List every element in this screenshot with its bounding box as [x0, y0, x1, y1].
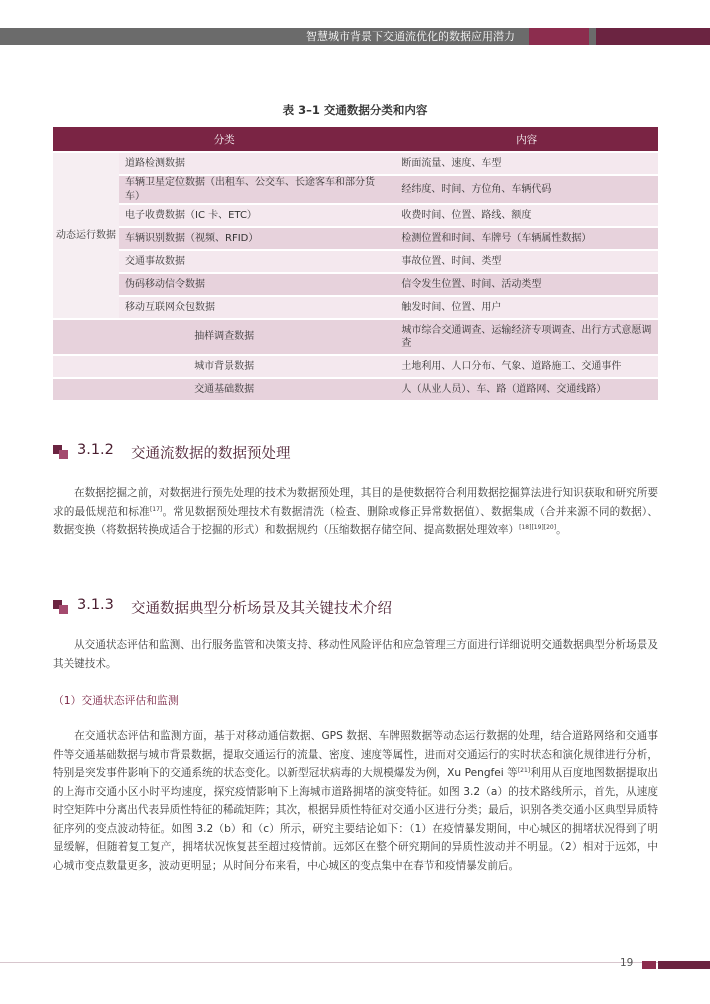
table-header-row — [53, 127, 658, 151]
section-number: 3.1.2 — [77, 442, 114, 458]
table-row — [53, 379, 658, 400]
column-header-content: 内容 — [395, 127, 658, 151]
content-cell: 信令发生位置、时间、活动类型 — [395, 274, 658, 295]
paragraph-preprocessing: 在数据挖掘之前，对数据进行预先处理的技术为数据预处理，其目的是使数据符合利用数据挖掘算法进行知识获取和研究所要求的最低规范和标准[17]。常见数据预处理技术有数据清洗（检查、删除或修正异常数据值）、数据集成（合并来源不同的数据）、数据变换（将数据转换成适合于挖掘的形式）和数据规约（压缩数据存储空间、提高数据处理效率）[18][19][20]。 — [53, 487, 658, 536]
table-row — [53, 356, 658, 377]
content-cell: 经纬度、时间、方位角、车辆代码 — [395, 176, 658, 203]
section-number: 3.1.3 — [77, 597, 114, 613]
paragraph-traffic-state: 在交通状态评估和监测方面，基于对移动通信数据、GPS 数据、车牌照数据等动态运行数据的处理，结合道路网络和交通事件等交通基础数据与城市背景数据，提取交通运行的流量、密度、速度等属性，进而对交通运行的实时状态和演化规律进行分析，特别是突发事件影响下的交通系统的状态变化。以新型冠状病毒的大规模爆发为例，Xu Pengfei 等[21]利用从百度地图数据提取出的上海市交通小区小时平均速度，探究疫情影响下上海城市道路拥堵的演变特征。如图 3.2（a）的技术路线所示，首先，从速度时空矩阵中分离出代表异质性特征的稀疏矩阵；其次，根据异质性特征对交通小区进行分类；最后，识别各类交通小区典型异质特征序列的变点波动特征。如图 3.2（b）和（c）所示，研究主要结论如下：（1）在疫情暴发期间，中心城区的拥堵状况得到了明显缓解，但随着复工复产，拥堵状况恢复甚至超过疫情前。远郊区在整个研究期间的异质性波动并不明显。（2）相对于远郊，中心城市变点数量更多，波动更明显；从时间分布来看，中心城区的变点集中在春节和疫情暴发前后。 — [53, 730, 658, 872]
category-cell: 抽样调查数据 — [53, 320, 395, 354]
table-caption: 表 3–1 交通数据分类和内容 — [282, 103, 428, 117]
citation: [18][19][20] — [519, 524, 557, 531]
content-cell: 检测位置和时间、车牌号（车辆属性数据） — [395, 228, 658, 249]
table-row — [53, 320, 658, 354]
header-accent-block-dark — [596, 28, 710, 45]
category-cell: 电子收费数据（IC 卡、ETC） — [119, 205, 395, 226]
category-cell: 移动互联网众包数据 — [119, 297, 395, 318]
citation: [17] — [149, 505, 163, 513]
footer-rule — [0, 962, 710, 963]
table-row — [53, 228, 658, 249]
subheading-traffic-state: （1）交通状态评估和监测 — [53, 694, 179, 707]
section-title: 交通数据典型分析场景及其关键技术介绍 — [131, 601, 392, 617]
table-row — [53, 205, 658, 226]
running-header-title: 智慧城市背景下交通流优化的数据应用潜力 — [306, 30, 515, 43]
table-row — [53, 153, 658, 174]
paragraph-intro: 从交通状态评估和监测、出行服务监管和决策支持、移动性风险评估和应急管理三方面进行详细说明交通数据典型分析场景及其关键技术。 — [53, 639, 658, 670]
category-cell: 交通基础数据 — [53, 379, 395, 400]
table-row — [53, 176, 658, 203]
category-cell: 车辆识别数据（视频、RFID） — [119, 228, 395, 249]
header-accent-block — [529, 28, 589, 45]
content-cell: 断面流量、速度、车型 — [395, 153, 658, 174]
category-cell: 交通事故数据 — [119, 251, 395, 272]
content-cell: 土地利用、人口分布、气象、道路施工、交通事件 — [395, 356, 658, 377]
category-cell: 道路检测数据 — [119, 153, 395, 174]
section-marker-icon — [53, 600, 69, 614]
footer-accent-block-dark — [658, 961, 710, 969]
footer-accent-block — [642, 961, 656, 969]
content-cell: 收费时间、位置、路线、额度 — [395, 205, 658, 226]
section-title: 交通流数据的数据预处理 — [131, 446, 291, 462]
category-cell: 伪码移动信令数据 — [119, 274, 395, 295]
category-cell: 车辆卫星定位数据（出租车、公交车、长途客车和部分货车） — [119, 176, 395, 203]
content-cell: 人（从业人员）、车、路（道路网、交通线路） — [395, 379, 658, 400]
category-cell: 城市背景数据 — [53, 356, 395, 377]
table-row — [53, 297, 658, 318]
content-cell: 事故位置、时间、类型 — [395, 251, 658, 272]
table-row — [53, 274, 658, 295]
citation: [21] — [517, 767, 531, 774]
section-marker-icon — [53, 445, 69, 459]
content-cell: 城市综合交通调查、运输经济专项调查、出行方式意愿调查 — [395, 320, 658, 354]
column-header-category: 分类 — [53, 127, 395, 151]
page-number: 19 — [620, 957, 634, 969]
data-classification-table — [53, 125, 658, 402]
group-label-dynamic: 动态运行数据 — [53, 153, 119, 318]
table-row — [53, 251, 658, 272]
content-cell: 触发时间、位置、用户 — [395, 297, 658, 318]
